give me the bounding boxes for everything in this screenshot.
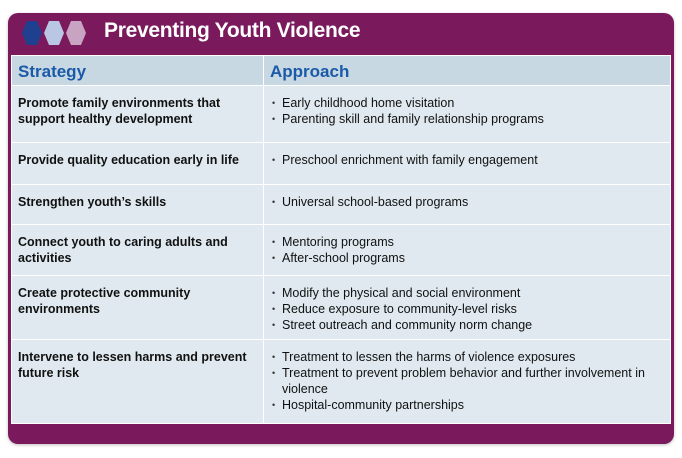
column-header-approach: Approach <box>264 56 671 86</box>
approach-item: • Hospital-community partnerships <box>270 397 664 413</box>
strategy-cell: Provide quality education early in life <box>12 143 264 185</box>
table-row <box>12 143 671 185</box>
strategy-cell: Create protective community environments <box>12 276 264 340</box>
approach-item: • Treatment to lessen the harms of violence exposures <box>270 349 664 365</box>
table-row <box>12 86 671 143</box>
hexagon-icon-blue <box>22 21 42 45</box>
header-bar <box>8 13 674 53</box>
table-row <box>12 276 671 340</box>
approach-item: • Reduce exposure to community-level risks <box>270 301 664 317</box>
approach-item: • Parenting skill and family relationship programs <box>270 111 664 127</box>
approach-item: • Treatment to prevent problem behavior and further involvement in violence <box>270 365 664 397</box>
approach-item: • Early childhood home visitation <box>270 95 664 111</box>
approach-cell <box>264 143 671 185</box>
strategy-cell: Promote family environments that support healthy development <box>12 86 264 143</box>
approach-cell <box>264 340 671 424</box>
approach-item: • Street outreach and community norm change <box>270 317 664 333</box>
table-frame <box>8 13 674 444</box>
hexagon-icon-light-blue <box>44 21 64 45</box>
strategy-cell: Intervene to lessen harms and prevent future risk <box>12 340 264 424</box>
strategy-table <box>11 55 671 424</box>
table-row <box>12 340 671 424</box>
approach-item: • Mentoring programs <box>270 234 664 250</box>
approach-item: • Modify the physical and social environment <box>270 285 664 301</box>
approach-cell <box>264 225 671 276</box>
column-header-strategy: Strategy <box>12 56 264 86</box>
strategy-cell: Strengthen youth’s skills <box>12 185 264 225</box>
approach-item: • Universal school-based programs <box>270 194 664 210</box>
hexagon-decoration <box>20 20 92 46</box>
approach-cell <box>264 276 671 340</box>
strategy-cell: Connect youth to caring adults and activities <box>12 225 264 276</box>
page-title: Preventing Youth Violence <box>104 19 361 42</box>
approach-item: • After-school programs <box>270 250 664 266</box>
approach-cell <box>264 86 671 143</box>
approach-item: • Preschool enrichment with family engagement <box>270 152 664 168</box>
hexagon-icon-pink <box>66 21 86 45</box>
table-header-row <box>12 56 671 86</box>
table-row <box>12 225 671 276</box>
table-row <box>12 185 671 225</box>
approach-cell <box>264 185 671 225</box>
